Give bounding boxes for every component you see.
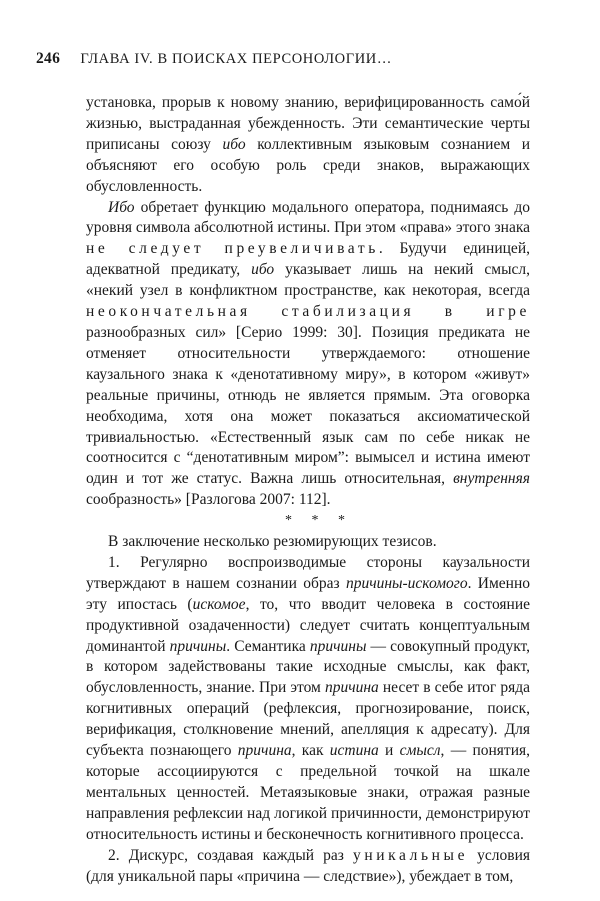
paragraph-intro: В заключение несколько резюмирующих тезисов. — [108, 533, 437, 551]
body-text — [86, 93, 530, 887]
italic-term: истина — [329, 742, 379, 760]
spaced-emphasis: уникальные — [353, 846, 469, 864]
text-run: указывает лишь на некий смысл, «некий узел в конфликтном пространстве, как некоторая, всегда — [86, 261, 530, 300]
text-run: несет в себе итог ряда когнитивных операций (рефлексия, прогнозирование, поиск, верификация, столкновение мнений, апелляция к адресату). Для субъекта познающего — [86, 679, 530, 760]
italic-term: причины — [309, 637, 367, 655]
italic-term: внутренняя — [453, 470, 530, 488]
text-run: 1. Регулярно воспроизводимые стороны каузальности утверждают в нашем сознании образ — [86, 553, 530, 592]
text-run: коллективным языковым сознанием и объясняют его особую роль среди знаков, выражающих обусловленность. — [86, 135, 531, 195]
text-run: установка, прорыв к новому знанию, верифицированность само́й жизнью, выстраданная убежденность. Эти семантические черты приписаны союзу — [86, 94, 530, 153]
running-head — [36, 50, 560, 68]
text-run: — совокупный продукт, в котором задействованы такие исходные смыслы, как факт, обусловленность, знание. При этом — [86, 637, 531, 697]
text-run: условия (для уникальной пары «причина — следствие»), убеждает в том, — [86, 846, 530, 885]
text-run: разнообразных сил» [Серио 1999: 30]. Позиция предиката не отменяет относительности утверждаемого: отношение каузального знака к «денотативному миру», в котором «живут» реальные причины, отнюдь не является прямым. Эта оговорка необходима, хотя она может показаться аксиоматической тривиальностью. «Естественный язык сам по себе никак не соотносится с “денотативным миром”: вымысел и истина имеют один и тот же статус. Важна лишь относительная, — [86, 323, 530, 488]
italic-term: ибо — [251, 261, 275, 279]
text-run: сообразность» [Разлогова 2007: 112]. — [86, 491, 331, 509]
text-run: и — [378, 742, 400, 760]
paragraph-thesis-2 — [86, 846, 530, 888]
text-run: , то, что вводит человека в состояние продуктивной озадаченности) следует считать концептуальным доминантой — [86, 595, 530, 655]
italic-term: причина — [237, 742, 292, 760]
text-run: . Будучи единицей, адекватной предикату, — [86, 240, 530, 279]
chapter-title: ГЛАВА IV. В ПОИСКАХ ПЕРСОНОЛОГИИ… — [80, 51, 392, 67]
italic-term: причина — [324, 679, 379, 697]
text-run: 2. Дискурс, создавая каждый раз — [108, 846, 353, 864]
text-run: , — понятия, которые ассоциируются с предельной точкой на шкале ментальных ценностей. Метаязыковые знаки, отражая разные направления рефлексии над логикой причинности, демонстрируют относительность истины и бесконечность когнитивного процесса. — [86, 742, 531, 843]
italic-term: причины-искомого — [345, 574, 468, 592]
spaced-emphasis: не следует преувеличивать — [86, 240, 379, 258]
italic-term: искомое — [192, 595, 246, 613]
italic-term: Ибо — [108, 198, 135, 216]
italic-term: смысл — [399, 742, 441, 760]
text-run: , как — [291, 742, 330, 760]
paragraph-ibo — [86, 198, 530, 512]
spaced-emphasis: неокончательная стабилизация в игре — [86, 303, 530, 321]
section-divider: * * * — [285, 513, 353, 529]
text-run: . Именно эту ипостась ( — [86, 574, 530, 613]
text-run: . Семантика — [226, 637, 310, 655]
italic-term: причины — [169, 637, 227, 655]
paragraph-continued — [86, 93, 530, 198]
paragraph-thesis-1 — [86, 553, 530, 846]
page-number: 246 — [36, 50, 61, 67]
text-run: обретает функцию модального оператора, поднимаясь до уровня символа абсолютной истины. При этом «права» этого знака — [86, 198, 530, 237]
italic-term: ибо — [222, 135, 246, 153]
